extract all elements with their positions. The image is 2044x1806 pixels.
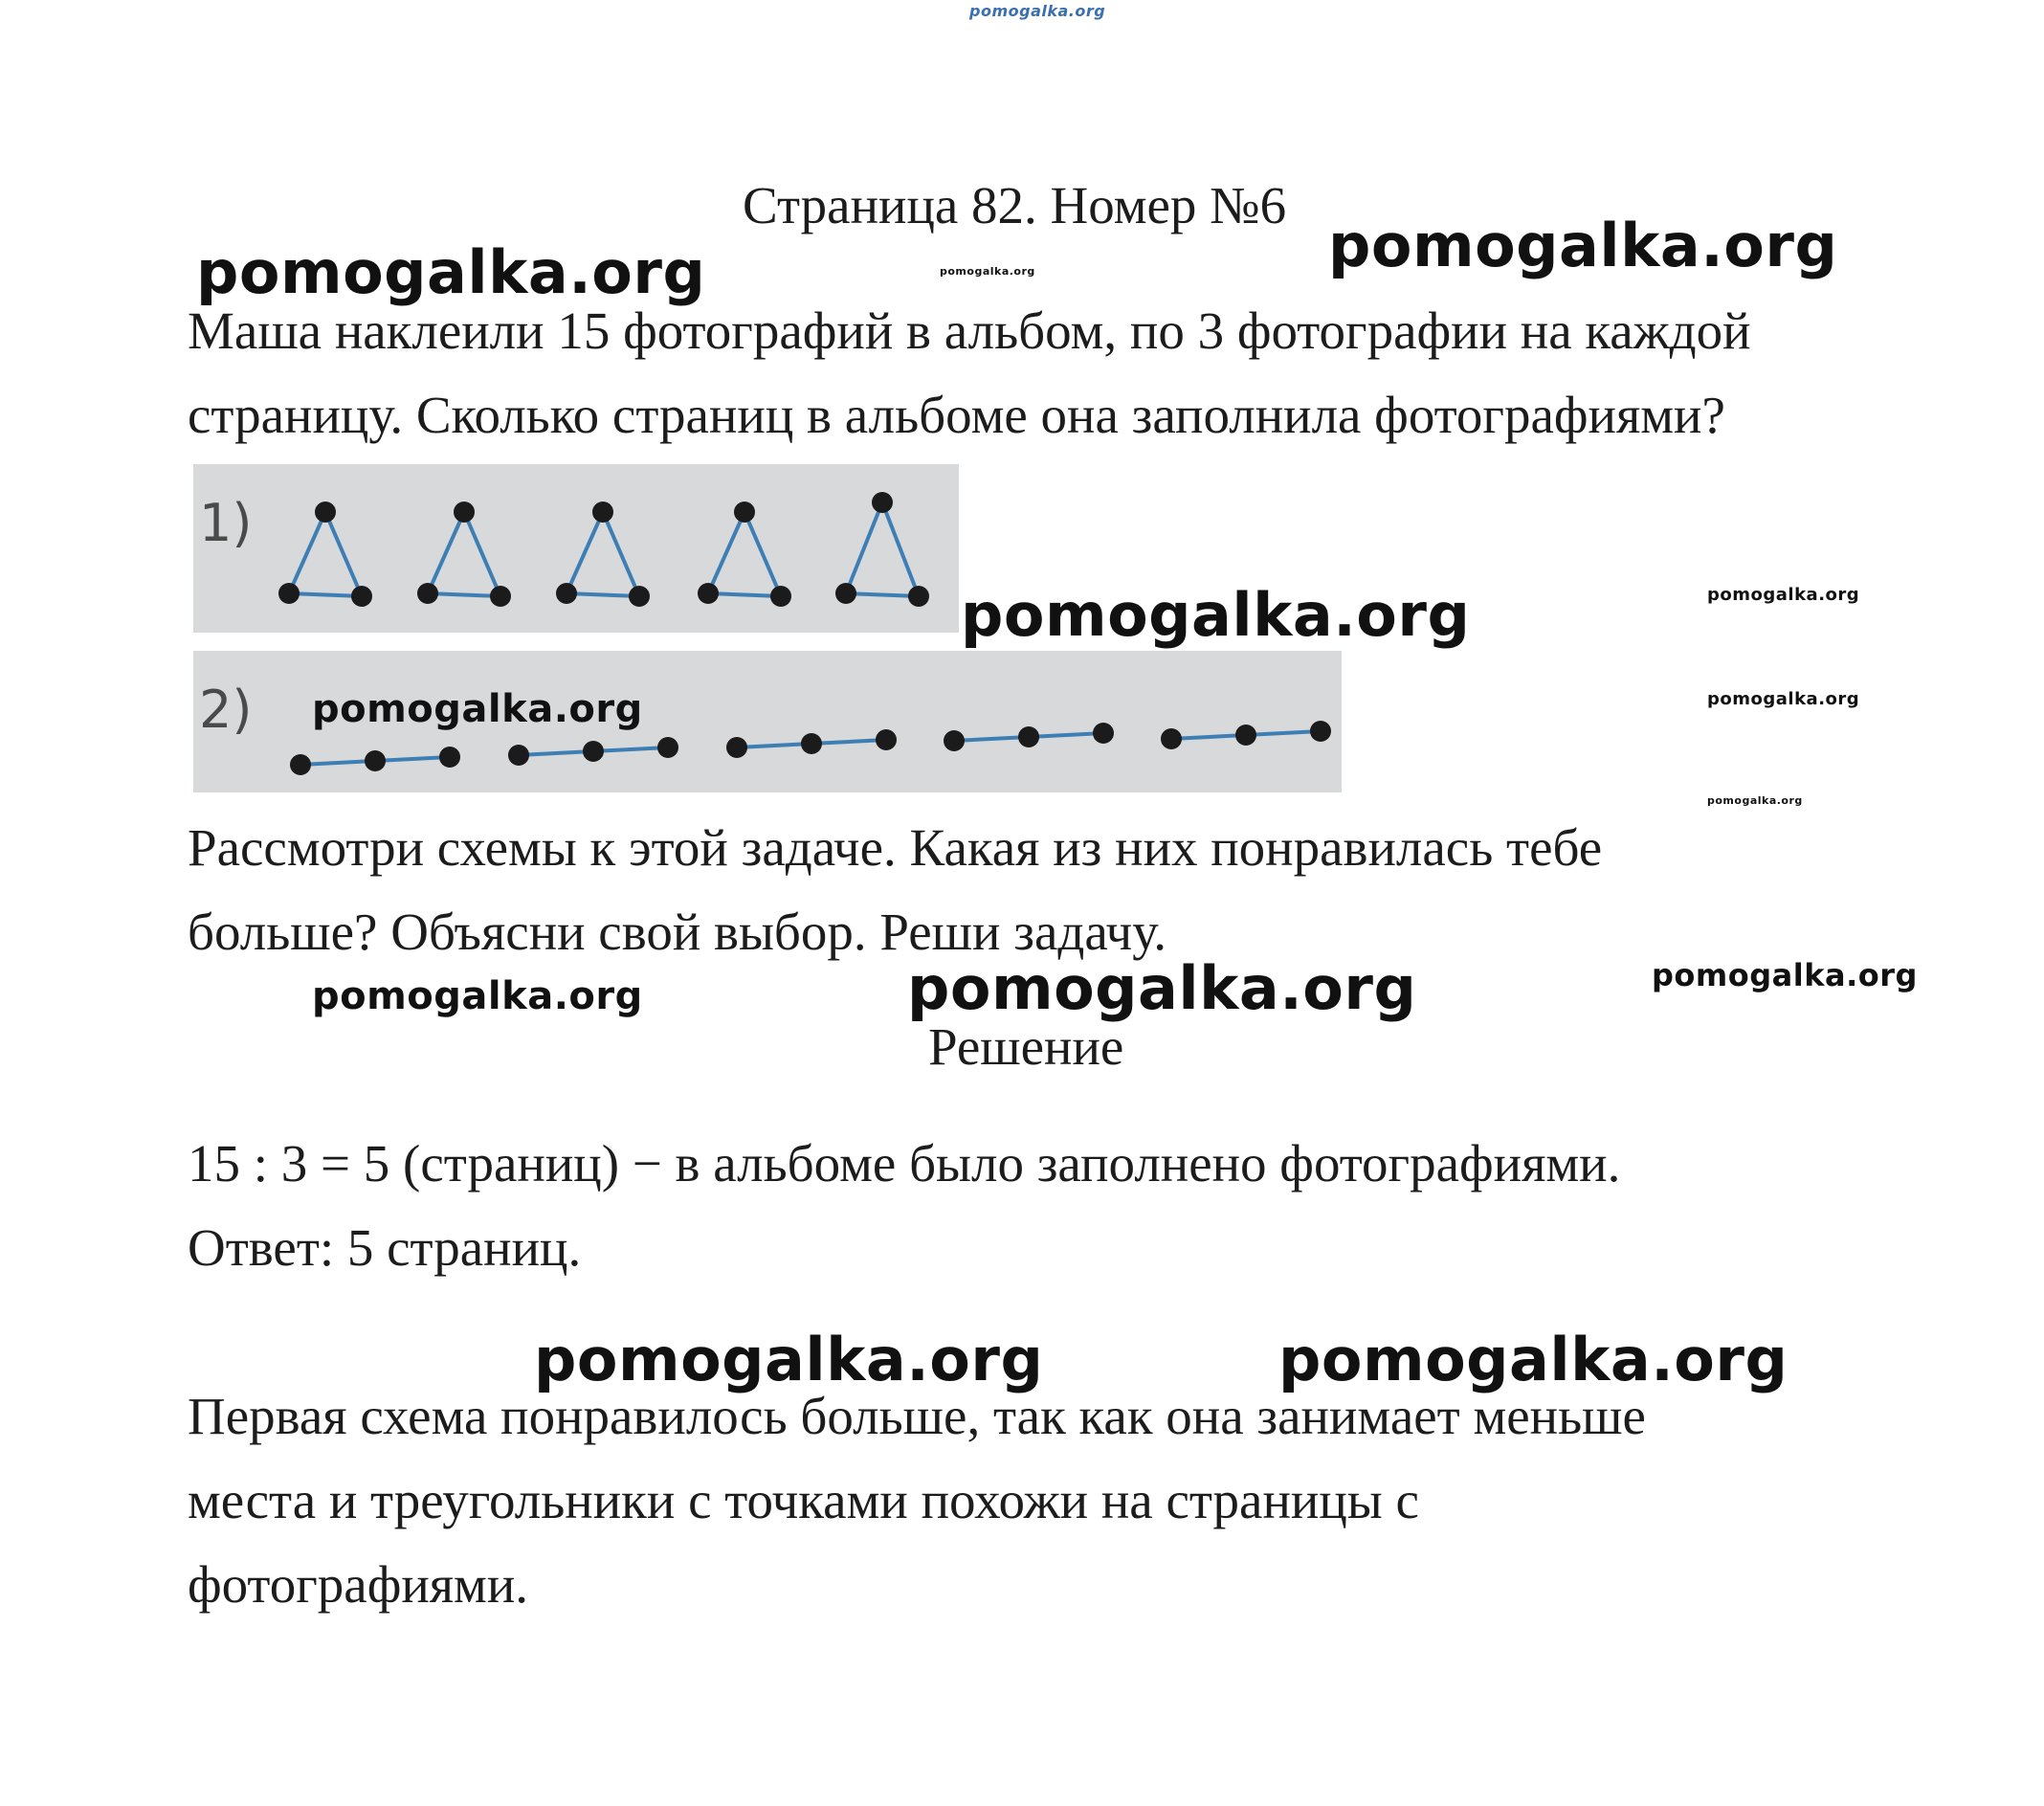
- watermark: pomogalka.org: [1707, 794, 1803, 807]
- photo-dot: [351, 586, 372, 607]
- triangle-scheme: [698, 502, 791, 607]
- top-watermark: pomogalka.org: [969, 2, 1106, 20]
- triangle-lines: [289, 512, 362, 596]
- triangle-scheme: [556, 502, 650, 607]
- photo-dot: [770, 586, 791, 607]
- solution-answer: Ответ: 5 страниц.: [188, 1218, 582, 1277]
- photo-dot: [290, 754, 311, 775]
- solution-equation: 15 : 3 = 5 (страниц) − в альбоме было заполнено фотографиями.: [188, 1134, 1621, 1193]
- triangle-lines: [428, 512, 500, 596]
- photo-dot: [439, 747, 460, 768]
- photo-dot: [583, 741, 604, 762]
- segment-scheme: [508, 737, 678, 766]
- photo-dot: [734, 502, 755, 523]
- question-line: больше? Объясни свой выбор. Реши задачу.: [188, 903, 1166, 961]
- segment-scheme: [1161, 721, 1331, 749]
- explanation-line: фотографиями.: [188, 1555, 529, 1614]
- watermark: pomogalka.org: [961, 580, 1471, 650]
- segment-scheme: [290, 747, 460, 775]
- photo-dot: [1018, 726, 1039, 747]
- triangle-lines: [708, 512, 781, 596]
- photo-dot: [365, 750, 386, 771]
- triangle-scheme: [835, 492, 929, 607]
- watermark: pomogalka.org: [1278, 1325, 1788, 1394]
- photo-dot: [417, 583, 438, 604]
- photo-dot: [556, 583, 577, 604]
- photo-dot: [657, 737, 678, 758]
- photo-dot: [1235, 725, 1256, 746]
- photo-dot: [835, 583, 856, 604]
- explanation-line: места и треугольники с точками похожи на страницы с: [188, 1471, 1419, 1529]
- watermark: pomogalka.org: [534, 1325, 1044, 1394]
- explanation-text: [188, 1374, 1646, 1627]
- problem-line: Маша наклеили 15 фотографий в альбом, по 3 фотографии на каждой: [188, 301, 1751, 360]
- watermark: pomogalka.org: [312, 687, 643, 731]
- photo-dot: [726, 737, 747, 758]
- photo-dot: [872, 492, 893, 513]
- problem-line: страницу. Сколько страниц в альбоме она заполнила фотографиями?: [188, 386, 1725, 444]
- watermark: pomogalka.org: [940, 265, 1035, 278]
- watermark: pomogalka.org: [1328, 211, 1838, 280]
- photo-dot: [454, 502, 475, 523]
- explanation-line: Первая схема понравилось больше, так как она занимает меньше: [188, 1387, 1646, 1445]
- photo-dot: [944, 730, 965, 751]
- photo-dot: [698, 583, 719, 604]
- page-title: Страница 82. Номер №6: [743, 176, 1287, 234]
- watermark: pomogalka.org: [907, 953, 1417, 1023]
- photo-dot: [278, 583, 300, 604]
- photo-dot: [490, 586, 511, 607]
- photo-dot: [1161, 728, 1182, 749]
- scheme-1-label: 1): [199, 493, 253, 553]
- triangle-lines: [846, 502, 919, 596]
- triangle-scheme: [417, 502, 511, 607]
- watermark: pomogalka.org: [312, 974, 643, 1018]
- photo-dot: [1093, 723, 1114, 744]
- photo-dot: [592, 502, 613, 523]
- scheme-2-image: [193, 651, 1342, 792]
- segment-scheme: [944, 723, 1114, 751]
- photo-dot: [315, 502, 336, 523]
- photo-dot: [629, 586, 650, 607]
- triangle-lines: [567, 512, 639, 596]
- photo-dot: [801, 733, 822, 754]
- watermark: pomogalka.org: [1707, 689, 1860, 709]
- solution-heading: Решение: [928, 1017, 1124, 1076]
- question-text: [188, 806, 1602, 974]
- problem-text: [188, 289, 1751, 457]
- triangle-scheme: [278, 502, 372, 607]
- photo-dot: [908, 586, 929, 607]
- scheme-2-label: 2): [199, 680, 253, 740]
- segment-scheme: [726, 729, 897, 758]
- watermark: pomogalka.org: [1707, 585, 1860, 605]
- photo-dot: [1310, 721, 1331, 742]
- solution-block: [188, 1122, 1620, 1290]
- watermark: pomogalka.org: [1652, 957, 1918, 993]
- watermark: pomogalka.org: [196, 237, 706, 307]
- scheme-1-image: [193, 464, 959, 633]
- photo-dot: [508, 745, 529, 766]
- photo-dot: [876, 729, 897, 750]
- scheme-1-triangles: [193, 464, 959, 633]
- question-line: Рассмотри схемы к этой задаче. Какая из них понравилась тебе: [188, 818, 1603, 877]
